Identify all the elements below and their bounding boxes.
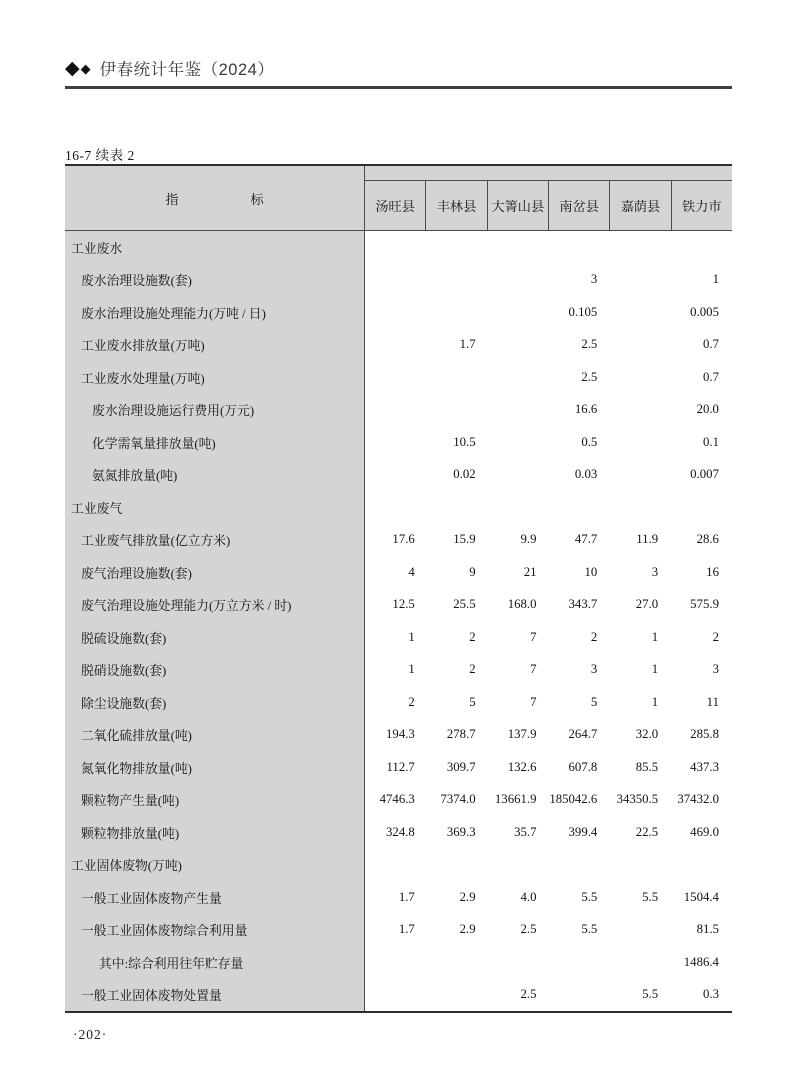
table-body: [65, 231, 732, 1011]
table-cell: 27.0: [635, 597, 659, 612]
table-cell: 194.3: [386, 727, 415, 742]
table-cell: 20.0: [696, 402, 719, 417]
table-cell: [547, 231, 608, 264]
row-label: 工业固体废物(万吨): [65, 849, 365, 882]
table-cell: 0.1: [702, 434, 719, 449]
table-cell: 7: [530, 694, 537, 709]
column-header-6: 铁力市: [682, 199, 722, 214]
table-cell: 4746.3: [379, 792, 415, 807]
table-cell: [547, 946, 608, 979]
table-cell: [426, 264, 487, 297]
table-cell: 185042.6: [549, 792, 598, 807]
table-cell: 4.0: [520, 889, 537, 904]
row-values: [365, 426, 732, 459]
column-header-5: 嘉荫县: [610, 181, 671, 230]
table-cell: 12.5: [392, 597, 415, 612]
table-cell: 34350.5: [616, 792, 659, 807]
table-cell: 5: [590, 694, 598, 709]
table-cell: 343.7: [568, 597, 598, 612]
table-cell: 13661.9: [494, 792, 537, 807]
row-label: 废气治理设施数(套): [65, 556, 365, 589]
table-cell: [487, 426, 548, 459]
table-cell: [365, 361, 426, 394]
table-cell: 10.5: [453, 434, 476, 449]
row-values: [365, 654, 732, 687]
table-cell: [608, 329, 669, 362]
table-cell: 17.6: [392, 532, 415, 547]
table-cell: [608, 459, 669, 492]
table-cell: [426, 849, 487, 882]
table-cell: 1: [651, 662, 659, 677]
row-label: 一般工业固体废物产生量: [65, 881, 365, 914]
table-cell: 2: [590, 629, 598, 644]
row-label: 废水治理设施运行费用(万元): [65, 394, 365, 427]
table-cell: [487, 231, 548, 264]
table-cell: 16: [706, 564, 719, 579]
table-cell: 35.7: [514, 824, 537, 839]
table-row: [65, 524, 732, 557]
table-cell: 575.9: [690, 597, 719, 612]
row-values: [365, 589, 732, 622]
table-cell: 278.7: [446, 727, 476, 742]
row-label: 化学需氧量排放量(吨): [65, 426, 365, 459]
table-cell: 2.5: [520, 987, 537, 1002]
row-label: 工业废水: [65, 231, 365, 264]
table-cell: [426, 394, 487, 427]
table-cell: [365, 979, 426, 1012]
table-cell: [487, 329, 548, 362]
row-label: 工业废气: [65, 491, 365, 524]
table-cell: 1: [408, 629, 415, 644]
table-cell: 9.9: [520, 532, 537, 547]
table-cell: 11: [706, 694, 719, 709]
table-row: [65, 589, 732, 622]
table-cell: [608, 946, 669, 979]
row-label: 一般工业固体废物综合利用量: [65, 914, 365, 947]
column-header-4: 南岔县: [549, 181, 610, 230]
row-label: 脱硫设施数(套): [65, 621, 365, 654]
table-cell: 399.4: [568, 824, 598, 839]
table-row: [65, 556, 732, 589]
row-label: 脱硝设施数(套): [65, 654, 365, 687]
table-cell: 2.5: [581, 369, 598, 384]
diamond-small-icon: ◆: [80, 60, 91, 76]
table-cell: [487, 394, 548, 427]
table-cell: [547, 491, 608, 524]
table-row: [65, 816, 732, 849]
table-cell: 10: [584, 564, 598, 579]
table-cell: [426, 231, 487, 264]
table-cell: 2: [408, 694, 415, 709]
row-values: [365, 524, 732, 557]
table-cell: 1.7: [398, 922, 415, 937]
table-cell: 37432.0: [677, 792, 719, 807]
table-cell: [669, 849, 732, 882]
table-row: [65, 979, 732, 1012]
table-cell: 11.9: [636, 532, 659, 547]
indicator-header-right: 标: [250, 191, 264, 207]
table-cell: 607.8: [568, 759, 598, 774]
table-cell: [547, 979, 608, 1012]
row-label: 工业废水排放量(万吨): [65, 329, 365, 362]
row-label: 氮氧化物排放量(吨): [65, 751, 365, 784]
table-cell: [365, 329, 426, 362]
running-head: [65, 56, 732, 89]
table-row: [65, 784, 732, 817]
table-cell: [365, 264, 426, 297]
table-cell: 0.007: [690, 467, 719, 482]
table-row: [65, 296, 732, 329]
table-row: [65, 686, 732, 719]
table-row: [65, 231, 732, 264]
row-values: [365, 394, 732, 427]
table-row: [65, 946, 732, 979]
row-values: [365, 946, 732, 979]
table-cell: [365, 231, 426, 264]
table-row: [65, 914, 732, 947]
row-label: 废气治理设施处理能力(万立方米 / 时): [65, 589, 365, 622]
table-cell: 81.5: [696, 922, 719, 937]
table-cell: 9: [469, 564, 476, 579]
table-cell: 25.5: [453, 597, 476, 612]
column-header-3: 大箐山县: [488, 181, 549, 230]
row-label: 废水治理设施数(套): [65, 264, 365, 297]
table-cell: 137.9: [507, 727, 537, 742]
table-cell: [608, 361, 669, 394]
row-values: [365, 881, 732, 914]
table-cell: 1.7: [398, 889, 415, 904]
table-cell: 28.6: [696, 532, 719, 547]
table-cell: [365, 426, 426, 459]
table-cell: 324.8: [386, 824, 415, 839]
table-cell: 264.7: [568, 727, 598, 742]
table-continuation-label: 16-7 续表 2: [65, 148, 135, 163]
table-cell: [487, 459, 548, 492]
table-cell: [669, 491, 732, 524]
table-cell: 7: [530, 629, 537, 644]
table-row: [65, 264, 732, 297]
table-cell: [487, 849, 548, 882]
table-row: [65, 329, 732, 362]
table-cell: [608, 264, 669, 297]
row-values: [365, 264, 732, 297]
table-cell: 2.5: [581, 337, 598, 352]
table-cell: 7: [530, 662, 537, 677]
table-cell: [426, 979, 487, 1012]
column-header-1: 汤旺县: [365, 181, 426, 230]
row-values: [365, 361, 732, 394]
row-label: 其中:综合利用往年贮存量: [65, 946, 365, 979]
table-cell: [608, 491, 669, 524]
table-row: [65, 426, 732, 459]
table-cell: 1: [651, 629, 659, 644]
table-cell: 5: [469, 694, 476, 709]
table-cell: 469.0: [690, 824, 719, 839]
table-cell: [426, 491, 487, 524]
row-label: 工业废气排放量(亿立方米): [65, 524, 365, 557]
table-cell: [487, 296, 548, 329]
table-cell: 21: [523, 564, 537, 579]
table-cell: [426, 361, 487, 394]
row-label: 工业废水处理量(万吨): [65, 361, 365, 394]
table-row: [65, 491, 732, 524]
row-label: 除尘设施数(套): [65, 686, 365, 719]
table-cell: 1486.4: [683, 954, 719, 969]
table-cell: [487, 491, 548, 524]
table-cell: [487, 264, 548, 297]
table-cell: 1.7: [459, 337, 476, 352]
table-cell: 168.0: [507, 597, 537, 612]
table-cell: 3: [590, 272, 598, 287]
table-cell: [547, 849, 608, 882]
table-cell: 0.02: [453, 467, 476, 482]
row-label: 废水治理设施处理能力(万吨 / 日): [65, 296, 365, 329]
table-cell: 2: [469, 662, 476, 677]
row-values: [365, 459, 732, 492]
table-cell: 5.5: [581, 889, 598, 904]
row-label: 颗粒物排放量(吨): [65, 816, 365, 849]
table-cell: 0.03: [574, 467, 598, 482]
table-cell: 3: [651, 564, 659, 579]
table-cell: 2.5: [520, 922, 537, 937]
table-cell: 132.6: [507, 759, 537, 774]
row-values: [365, 979, 732, 1012]
table-cell: [365, 296, 426, 329]
row-values: [365, 914, 732, 947]
statistics-table: [65, 164, 732, 1013]
table-row: [65, 719, 732, 752]
table-cell: 5.5: [642, 889, 659, 904]
row-values: [365, 556, 732, 589]
table-cell: [365, 491, 426, 524]
row-values: [365, 621, 732, 654]
table-cell: 1: [651, 694, 659, 709]
table-cell: 1: [712, 272, 719, 287]
row-values: [365, 231, 732, 264]
row-label: 颗粒物产生量(吨): [65, 784, 365, 817]
table-cell: 285.8: [690, 727, 719, 742]
header-empty-strip: [365, 166, 732, 181]
table-cell: [426, 946, 487, 979]
table-cell: [608, 231, 669, 264]
table-cell: 47.7: [574, 532, 598, 547]
table-cell: 4: [408, 564, 415, 579]
table-cell: 0.7: [702, 337, 719, 352]
table-cell: [608, 394, 669, 427]
table-cell: 85.5: [635, 759, 659, 774]
column-header-2: 丰林县: [426, 181, 487, 230]
table-cell: 2: [469, 629, 476, 644]
table-cell: 1504.4: [683, 889, 719, 904]
page-number: ·202·: [73, 1027, 108, 1042]
row-values: [365, 329, 732, 362]
table-cell: 5.5: [581, 922, 598, 937]
table-cell: [365, 394, 426, 427]
table-row: [65, 459, 732, 492]
row-values: [365, 719, 732, 752]
indicator-header-left: 指: [165, 191, 179, 207]
table-cell: [365, 459, 426, 492]
table-cell: [608, 296, 669, 329]
table-cell: [365, 849, 426, 882]
table-cell: 0.005: [690, 304, 719, 319]
table-cell: [487, 946, 548, 979]
table-cell: 15.9: [453, 532, 476, 547]
table-cell: [426, 296, 487, 329]
table-row: [65, 751, 732, 784]
indicator-header-cell: [65, 166, 365, 230]
table-cell: 1: [408, 662, 415, 677]
table-cell: 3: [590, 662, 598, 677]
table-header-right: [365, 166, 732, 230]
table-cell: [608, 426, 669, 459]
table-row: [65, 881, 732, 914]
table-cell: 2.9: [459, 889, 476, 904]
table-cell: [365, 946, 426, 979]
table-cell: 0.105: [568, 304, 598, 319]
diamond-large-icon: ◆: [65, 57, 80, 79]
table-cell: 3: [712, 662, 719, 677]
table-cell: 112.7: [386, 759, 415, 774]
table-cell: 369.3: [446, 824, 476, 839]
table-cell: 0.5: [581, 434, 598, 449]
table-row: [65, 394, 732, 427]
row-label: 一般工业固体废物处置量: [65, 979, 365, 1012]
row-values: [365, 751, 732, 784]
column-header-row: [365, 181, 732, 230]
table-row: [65, 654, 732, 687]
table-cell: 2.9: [459, 922, 476, 937]
table-cell: [669, 231, 732, 264]
row-values: [365, 491, 732, 524]
table-cell: 309.7: [446, 759, 476, 774]
table-row: [65, 621, 732, 654]
row-values: [365, 686, 732, 719]
table-cell: 0.3: [702, 987, 719, 1002]
table-row: [65, 849, 732, 882]
table-header: [65, 166, 732, 231]
table-cell: 0.7: [702, 369, 719, 384]
table-cell: 22.5: [635, 824, 659, 839]
row-values: [365, 849, 732, 882]
table-cell: [608, 914, 669, 947]
table-cell: [487, 361, 548, 394]
row-label: 氨氮排放量(吨): [65, 459, 365, 492]
table-cell: 16.6: [574, 402, 598, 417]
row-values: [365, 816, 732, 849]
table-cell: 7374.0: [440, 792, 476, 807]
table-cell: 32.0: [635, 727, 659, 742]
row-label: 二氧化硫排放量(吨): [65, 719, 365, 752]
table-row: [65, 361, 732, 394]
yearbook-title: 伊春统计年鉴（2024）: [99, 61, 275, 79]
table-cell: 5.5: [642, 987, 659, 1002]
row-values: [365, 784, 732, 817]
row-values: [365, 296, 732, 329]
table-cell: [608, 849, 669, 882]
table-cell: 2: [712, 629, 719, 644]
table-cell: 437.3: [690, 759, 719, 774]
